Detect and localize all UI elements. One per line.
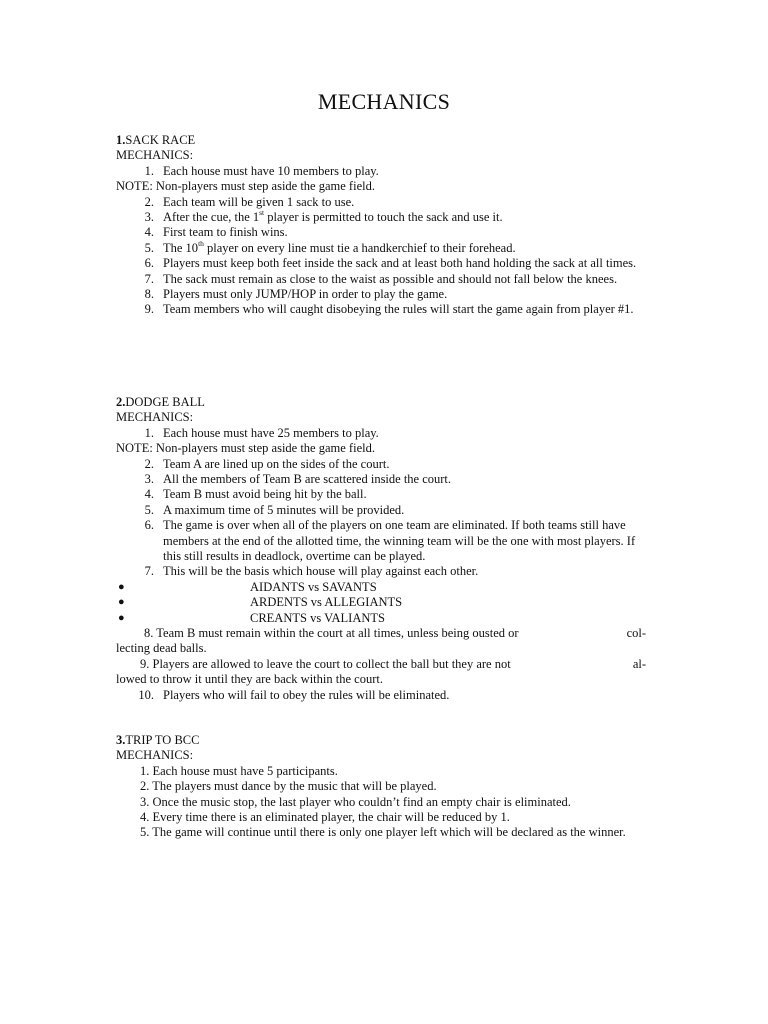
list-item: 5. A maximum time of 5 minutes will be provided. [144, 502, 405, 517]
list-item: 4. Team B must avoid being hit by the ball. [144, 487, 367, 502]
matchup-item: ● CREANTS vs VALIANTS [118, 610, 385, 625]
section-heading: 2.DODGE BALL [116, 395, 205, 409]
mechanics-label: MECHANICS: [116, 148, 194, 163]
mechanics-label: MECHANICS: [116, 748, 194, 763]
list-item: 7. The sack must remain as close to the waist as possible and should not fall below the knees. [144, 271, 618, 286]
list-item-continuation: lecting dead balls. [116, 641, 207, 656]
section-trip-to-bcc [116, 733, 646, 841]
note-text: NOTE: Non-players must step aside the game field. [116, 179, 375, 194]
list-item: 3. Once the music stop, the last player who couldn’t find an empty chair is eliminated. [140, 794, 571, 809]
section-sack-race [116, 133, 646, 318]
section-heading: 1.SACK RACE [116, 133, 196, 147]
page-title: MECHANICS [317, 89, 451, 114]
list-item-continuation: lowed to throw it until they are back within the court. [116, 672, 383, 687]
bullet-icon: ● [118, 580, 125, 593]
mechanics-label: MECHANICS: [116, 410, 194, 425]
list-item: 10. Players who will fail to obey the rules will be eliminated. [138, 687, 450, 702]
note-text: NOTE: Non-players must step aside the game field. [116, 441, 375, 456]
list-item: 4. Every time there is an eliminated player, the chair will be reduced by 1. [140, 810, 510, 825]
bullet-icon: ● [118, 611, 125, 624]
section-heading: 3.TRIP TO BCC [116, 733, 200, 747]
list-item: 1. Each house must have 10 members to play. [144, 163, 379, 178]
list-item: 2. The players must dance by the music that will be played. [140, 779, 437, 794]
list-item: 4. First team to finish wins. [144, 225, 288, 240]
list-item: 9. Team members who will caught disobeying the rules will start the game again from player #1. [144, 302, 634, 317]
list-item: 3. After the cue, the 1st player is permitted to touch the sack and use it. [144, 207, 503, 225]
list-item: 3. All the members of Team B are scattered inside the court. [144, 472, 452, 487]
list-item: 8. Team B must remain within the court at all times, unless being ousted or col- [144, 626, 646, 641]
matchup-item: ● ARDENTS vs ALLEGIANTS [118, 595, 403, 610]
list-item: 5. The 10th player on every line must tie a handkerchief to their forehead. [144, 238, 516, 255]
list-item: 9. Players are allowed to leave the court to collect the ball but they are not al- [140, 656, 646, 671]
list-item: 5. The game will continue until there is only one player left which will be declared as the winner. [140, 825, 626, 840]
list-item: 8. Players must only JUMP/HOP in order to play the game. [144, 287, 448, 302]
list-item: 2. Each team will be given 1 sack to use. [144, 194, 355, 209]
list-item: 6. The game is over when all of the players on one team are eliminated. If both teams still have members at the end of the allotted time, the winning team will be the one with most players. If this still results in deadlock, overtime can be played. [144, 518, 636, 564]
list-item: 2. Team A are lined up on the sides of the court. [144, 456, 390, 471]
section-dodge-ball [116, 395, 646, 703]
list-item: 1. Each house must have 25 members to play. [144, 425, 379, 440]
list-item: 1. Each house must have 5 participants. [140, 763, 338, 778]
list-item: 6. Players must keep both feet inside the sack and at least both hand holding the sack at all times. [144, 256, 637, 271]
bullet-icon: ● [118, 596, 125, 609]
matchup-item: ● AIDANTS vs SAVANTS [118, 579, 377, 594]
list-item: 7. This will be the basis which house will play against each other. [144, 564, 479, 579]
